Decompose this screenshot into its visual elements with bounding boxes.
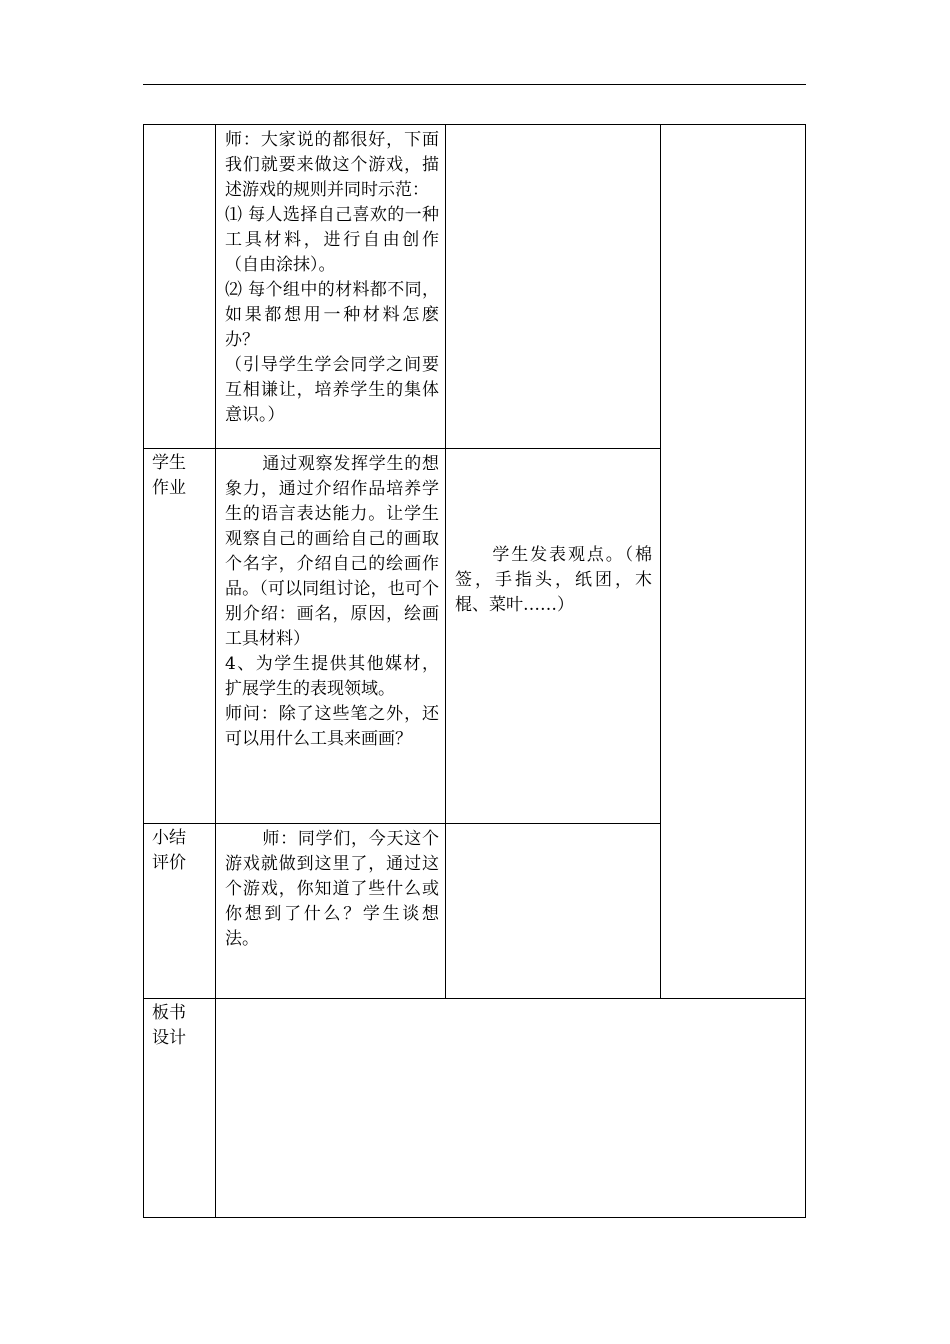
board-label-line1: 板书: [152, 1003, 186, 1023]
intro-teacher-cell: [216, 125, 446, 449]
student-activity-text: 学生发表观点。（棉签，手指头，纸团，木棍、菜叶……）: [455, 545, 652, 615]
summary-label-line2: 评价: [152, 853, 186, 873]
table-row-intro: [144, 125, 806, 449]
summary-label-cell: [144, 824, 216, 999]
board-content-cell: [216, 999, 806, 1218]
homework-paragraph-3: 师问：除了这些笔之外，还可以用什么工具来画画？: [225, 704, 439, 749]
intro-paragraph-1: 师：大家说的都很好，下面我们就要来做这个游戏，描述游戏的规则并同时示范：: [225, 130, 439, 200]
intro-paragraph-3: ⑵ 每个组中的材料都不同，如果都想用一种材料怎麽办？: [225, 280, 439, 350]
lesson-plan-table: [143, 124, 806, 1218]
intro-paragraph-2: ⑴ 每人选择自己喜欢的一种工具材料，进行自由创作（自由涂抹）。: [225, 205, 439, 275]
board-label-line2: 设计: [152, 1028, 186, 1048]
homework-teacher-cell: [216, 449, 446, 824]
intro-label-cell: [144, 125, 216, 449]
board-label-cell: [144, 999, 216, 1218]
homework-paragraph-1: 通过观察发挥学生的想象力，通过介绍作品培养学生的语言表达能力。让学生观察自己的画给自己的画取个名字，介绍自己的绘画作品。（可以同组讨论，也可个别介绍：画名，原因，绘画工具材料）: [225, 454, 439, 649]
header-rule: [143, 84, 806, 85]
homework-paragraph-2: 4、为学生提供其他媒材，扩展学生的表现领域。: [225, 654, 439, 699]
homework-label-line1: 学生: [152, 453, 186, 473]
homework-student-cell: [446, 449, 661, 824]
summary-teacher-cell: [216, 824, 446, 999]
summary-student-cell: [446, 824, 661, 999]
intro-paragraph-4: （引导学生学会同学之间要互相谦让，培养学生的集体意识。）: [225, 355, 439, 425]
homework-label-cell: [144, 449, 216, 824]
summary-paragraph: 师：同学们，今天这个游戏就做到这里了，通过这个游戏，你知道了些什么或你想到了什么？学生谈想法。: [225, 829, 439, 949]
homework-label-line2: 作业: [152, 478, 186, 498]
intro-student-cell: [446, 125, 661, 449]
notes-column-cell: [661, 125, 806, 999]
summary-label-line1: 小结: [152, 828, 186, 848]
table-row-board: [144, 999, 806, 1218]
